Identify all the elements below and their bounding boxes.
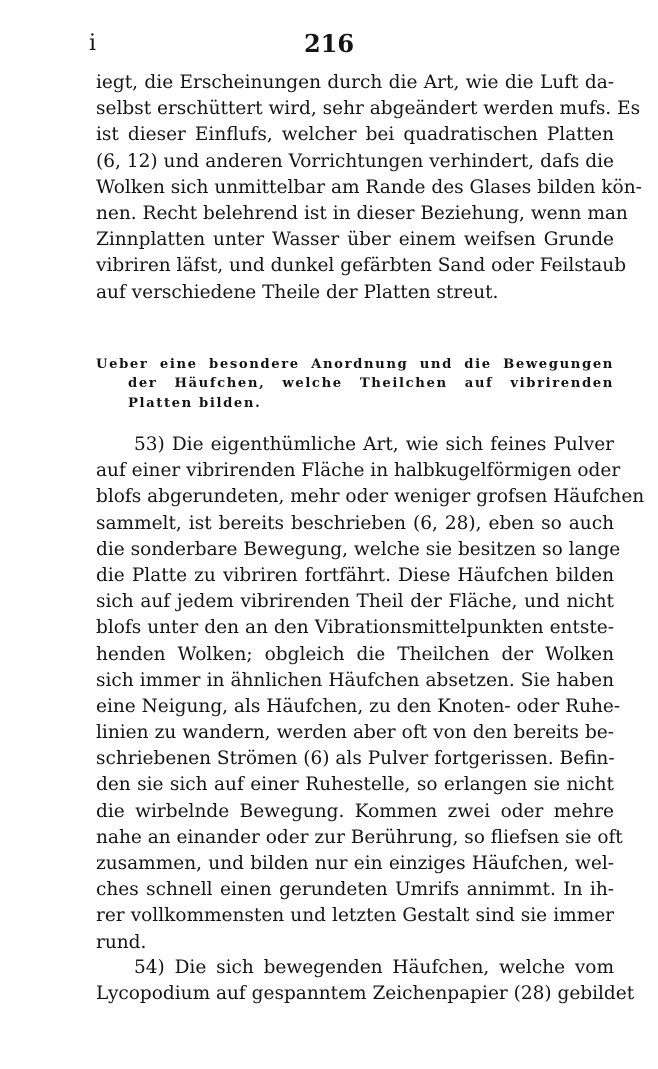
text-line: die Platte zu vibriren fortfährt. Diese Häufchen bilden — [96, 564, 614, 586]
text-line: schriebenen Strömen (6) als Pulver fortgerissen. Befin- — [96, 748, 615, 770]
page-number: 216 — [303, 29, 355, 58]
paragraph-53 — [96, 432, 645, 956]
text-line: eine Neigung, als Häufchen, zu den Knoten- oder Ruhe- — [96, 695, 621, 717]
text-line: Wolken sich unmittelbar am Rande des Glases bilden kön- — [96, 176, 642, 198]
heading-line: Platten bilden. — [128, 395, 262, 411]
paragraph-54 — [96, 955, 635, 1007]
text-line: 53) Die eigenthümliche Art, wie sich feines Pulver — [134, 434, 614, 455]
text-line: nen. Recht belehrend ist in dieser Beziehung, wenn man — [96, 202, 628, 224]
text-line: vibriren läfst, und dunkel gefärbten Sand oder Feilstaub — [96, 255, 627, 277]
text-line: zusammen, und bilden nur ein einziges Häufchen, wel- — [96, 853, 614, 874]
text-line: auf verschiedene Theile der Platten streut. — [96, 281, 499, 303]
heading-line: Ueber eine besondere Anordnung und die Bewegungen — [96, 357, 614, 372]
text-line: die wirbelnde Bewegung. Kommen zwei oder mehre — [96, 800, 614, 822]
text-line: auf einer vibrirenden Fläche in halbkugelförmigen oder — [96, 460, 621, 482]
text-line: nahe an einander oder zur Berührung, so fliefsen sie oft — [96, 826, 623, 848]
text-line: sich auf jedem vibrirenden Theil der Fläche, und nicht — [96, 591, 614, 613]
text-line: iegt, die Erscheinungen durch die Art, wie die Luft da- — [96, 72, 614, 93]
text-line: rund. — [96, 931, 147, 953]
text-line: (6, 12) und anderen Vorrichtungen verhindert, dafs die — [96, 150, 614, 172]
text-line: den sie sich auf einer Ruhestelle, so erlangen sie nicht — [96, 774, 614, 796]
text-line: blofs abgerundeten, mehr oder weniger grofsen Häufchen — [96, 486, 645, 508]
heading-line: der Häufchen, welche Theilchen auf vibrirenden — [128, 376, 614, 392]
text-line: selbst erschüttert wird, sehr abgeändert werden mufs. Es — [96, 98, 641, 120]
text-line: sich immer in ähnlichen Häufchen absetzen. Sie haben — [96, 669, 614, 691]
text-line: henden Wolken; obgleich die Theilchen der Wolken — [96, 643, 614, 665]
paragraph-continued — [96, 70, 642, 306]
text-line: 54) Die sich bewegenden Häufchen, welche vom — [134, 957, 614, 978]
text-line: blofs unter den an den Vibrationsmittelpunkten entste- — [96, 617, 614, 639]
text-line: Zinnplatten unter Wasser über einem weifsen Grunde — [96, 229, 614, 251]
text-line: rer vollkommensten und letzten Gestalt sind sie immer — [96, 905, 614, 927]
text-line: ist dieser Einflufs, welcher bei quadratischen Platten — [96, 124, 614, 146]
section-heading — [96, 355, 614, 413]
page-header — [0, 30, 658, 58]
text-line: die sonderbare Bewegung, welche sie besitzen so lange — [96, 538, 621, 560]
text-line: sammelt, ist bereits beschrieben (6, 28), eben so auch — [96, 512, 614, 534]
text-line: ches schnell einen gerundeten Umrifs annimmt. In ih- — [96, 879, 614, 901]
text-line: Lycopodium auf gespanntem Zeichenpapier (28) gebildet — [96, 983, 635, 1005]
margin-mark: i — [89, 31, 97, 56]
text-line: linien zu wandern, werden aber oft von den bereits be- — [96, 722, 614, 744]
